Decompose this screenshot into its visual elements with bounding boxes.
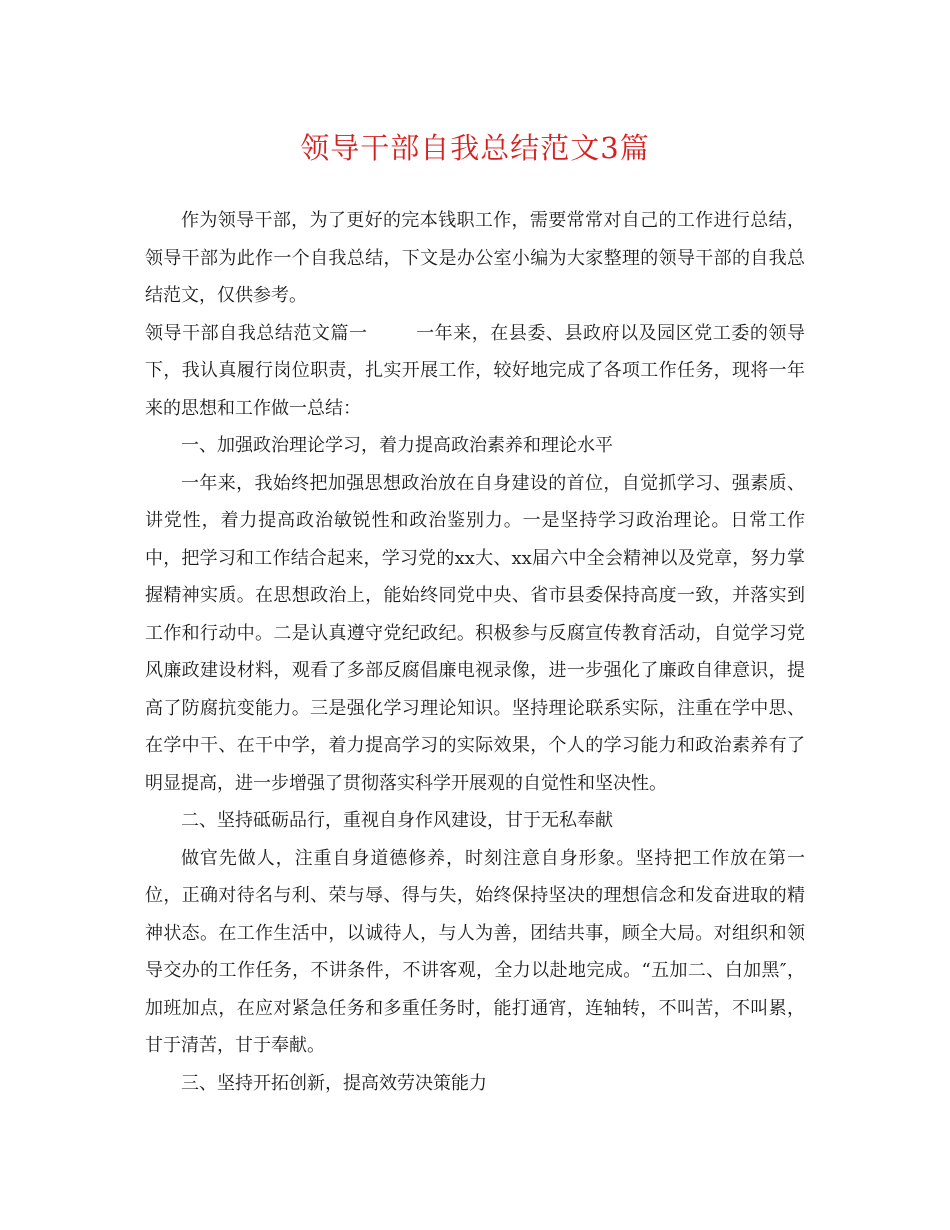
section-heading-2: 二、坚持砥砺品行，重视自身作风建设，甘于无私奉献 xyxy=(181,810,613,831)
intro-paragraph: 作为领导干部，为了更好的完本钱职工作，需要常常对自己的工作进行总结，领导干部为此作一个自我总结，下文是办公室小编为大家整理的领导干部的自我总结范文，仅供参考。 xyxy=(145,210,805,306)
part1-label: 领导干部自我总结范文篇一 xyxy=(145,322,368,344)
document-body xyxy=(145,202,805,1102)
section-paragraph-2: 做官先做人，注重自身道德修养，时刻注意自身形象。坚持把工作放在第一位，正确对待名与利、荣与辱、得与失，始终保持坚决的理想信念和发奋进取的精神状态。在工作生活中，以诚待人，与人为善，团结共事，顾全大局。对组织和领导交办的工作任务，不讲条件，不讲客观，全力以赴地完成。“五加二、白加黑″，加班加点，在应对紧急任务和多重任务时，能打通宵，连轴转，不叫苦，不叫累，甘于清苦，甘于奉献。 xyxy=(145,847,805,1056)
section-heading-1: 一、加强政治理论学习，着力提高政治素养和理论水平 xyxy=(181,435,613,456)
section-heading-3: 三、坚持开拓创新，提高效劳决策能力 xyxy=(181,1072,487,1094)
document-title: 领导干部自我总结范文3篇 xyxy=(300,131,650,165)
part1-opening: 一年来，在县委、县政府以及园区党工委的领导下，我认真履行岗位职责，扎实开展工作，较好地完成了各项工作任务，现将一年来的思想和工作做一总结： xyxy=(145,322,805,419)
section-paragraph-1: 一年来，我始终把加强思想政治放在自身建设的首位，自觉抓学习、强素质、讲党性，着力提高政治敏锐性和政治鉴别力。一是坚持学习政治理论。日常工作中，把学习和工作结合起来，学习党的xx大、xx届六中全会精神以及党章，努力掌握精神实质。在思想政治上，能始终同党中央、省市县委保持高度一致，并落实到工作和行动中。二是认真遵守党纪政纪。积极参与反腐宣传教育活动，自觉学习党风廉政建设材料，观看了多部反腐倡廉电视录像，进一步强化了廉政自律意识，提高了防腐抗变能力。三是强化学习理论知识。坚持理论联系实际，注重在学中思、在学中干、在干中学，着力提高学习的实际效果，个人的学习能力和政治素养有了明显提高，进一步增强了贯彻落实科学开展观的自觉性和坚决性。 xyxy=(145,472,805,794)
part1-paragraph xyxy=(145,315,805,428)
